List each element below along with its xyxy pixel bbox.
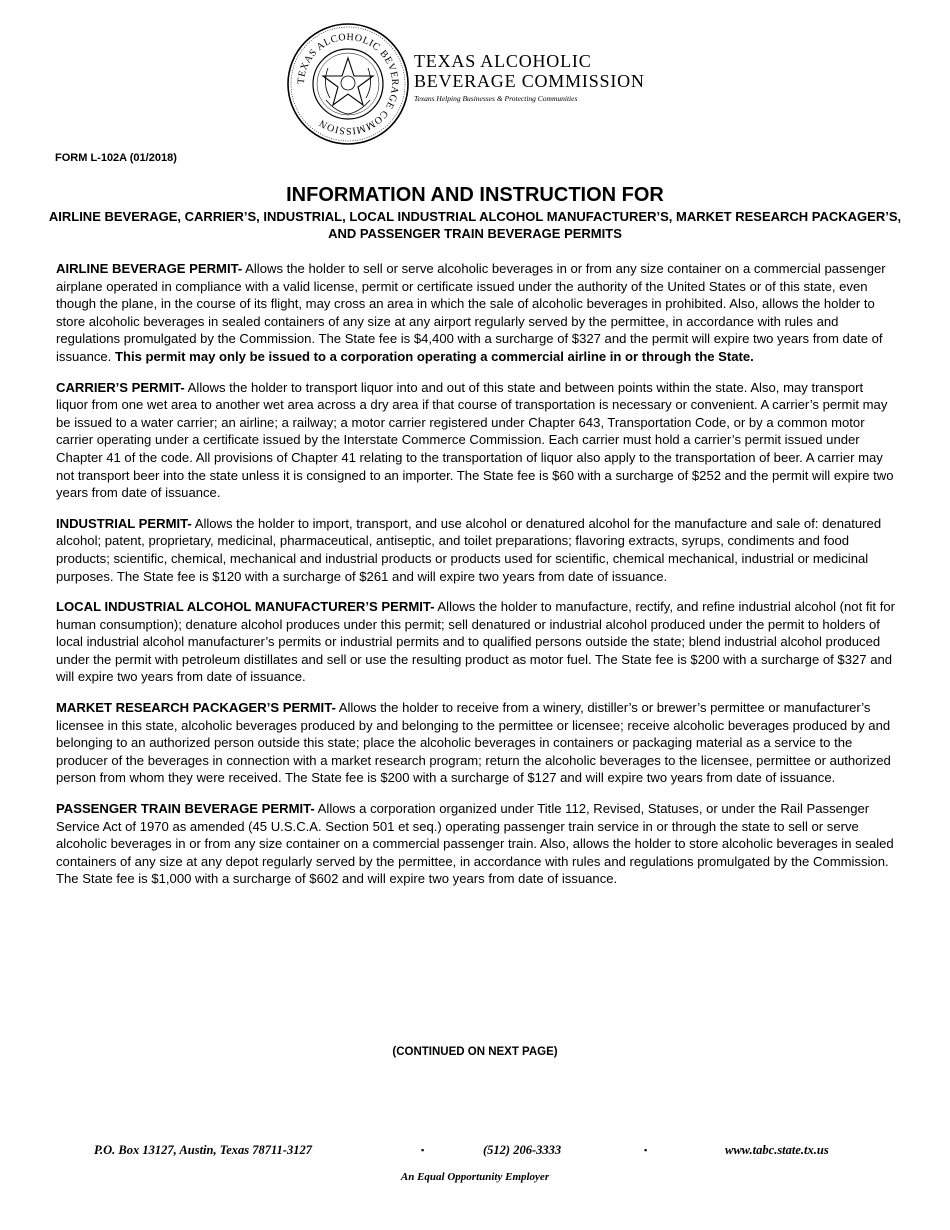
section-carriers-permit <box>56 379 896 502</box>
footer-separator-icon: ▪ <box>644 1145 648 1155</box>
permit-sections <box>56 260 896 901</box>
section-heading: CARRIER’S PERMIT- <box>56 379 185 395</box>
section-heading: INDUSTRIAL PERMIT- <box>56 515 192 531</box>
footer-website-link[interactable]: www.tabc.state.tx.us <box>725 1143 829 1157</box>
agency-name-block <box>414 51 645 103</box>
agency-tagline: Texans Helping Businesses & Protecting Communities <box>414 94 578 103</box>
agency-header <box>286 22 645 146</box>
section-industrial-permit <box>56 515 896 585</box>
section-airline-beverage-permit <box>56 260 896 366</box>
section-heading: PASSENGER TRAIN BEVERAGE PERMIT- <box>56 801 315 817</box>
equal-opportunity-statement: An Equal Opportunity Employer <box>400 1171 550 1183</box>
continued-notice: (CONTINUED ON NEXT PAGE) <box>392 1046 558 1058</box>
section-market-research-packager-permit <box>56 699 896 787</box>
section-passenger-train-beverage-permit <box>56 800 896 888</box>
svg-text:TEXAS ALCOHOLIC BEVERAGE COMMI: TEXAS ALCOHOLIC BEVERAGE COMMISSION <box>295 31 401 137</box>
agency-name-line-2: BEVERAGE COMMISSION <box>414 71 645 91</box>
section-heading: LOCAL INDUSTRIAL ALCOHOL MANUFACTURER’S PERMIT- <box>56 599 435 615</box>
document-subtitle: AIRLINE BEVERAGE, CARRIER’S, INDUSTRIAL, LOCAL INDUSTRIAL ALCOHOL MANUFACTURER’S, MARKET RESEARCH PACKAGER’S, AND PASSENGER TRAIN BEVERAGE PERMITS <box>48 209 902 241</box>
section-heading: MARKET RESEARCH PACKAGER’S PERMIT- <box>56 700 336 716</box>
section-bold-note: This permit may only be issued to a corporation operating a commercial airline in or through the State. <box>114 348 754 364</box>
form-number: FORM L-102A (01/2018) <box>55 152 177 164</box>
document-title: INFORMATION AND INSTRUCTION FOR <box>286 184 664 206</box>
section-local-industrial-alcohol-permit <box>56 598 896 686</box>
section-text: Allows the holder to sell or serve alcoholic beverages in or from any size container on a commercial passenger airplane operated in compliance with a valid license, permit or certificate issued under the authority of the United States or of this state, even though the plane, in the course of its flight, may cross an area in which the sale of alcoholic beverages in prohibited. Also, allows the holder to store alcoholic beverages in sealed containers of any size at any airport regularly served by the permittee, in accordance with rules and regulations promulgated by the Commission. The State fee is $4,400 with a surcharge of $327 and the permit will expire two years from date of issuance. <box>56 261 886 364</box>
footer-separator-icon: ▪ <box>421 1145 425 1155</box>
footer-address: P.O. Box 13127, Austin, Texas 78711-3127 <box>94 1143 312 1157</box>
section-text: Allows the holder to manufacture, rectify, and refine industrial alcohol (not fit for human consumption); denature alcohol produces under this permit; sell denatured or industrial alcohol produced under the permit to holders of local industrial alcohol manufacturer’s permits or industrial permits and to qualified persons outside the state; blend industrial alcohol produced under the permit with petroleum distillates and sell or use the resulting product as motor fuel. The State fee is $200 with a surcharge of $327 and will expire two years from date of issuance. <box>56 599 895 685</box>
section-text: Allows the holder to transport liquor into and out of this state and between points within the state. Also, may transport liquor from one wet area to another wet area across a dry area if that course of transportation is necessary or convenient. A carrier’s permit may be issued to a water carrier; an airline; a railway; a motor carrier registered under Chapter 643, Transportation Code, or by a common motor carrier operating under a certificate issued by the Interstate Commerce Commission. Each carrier must hold a carrier’s permit issued under Chapter 41 of the code. All provisions of Chapter 41 relating to the transportation of liquor also apply to the transportation of beer. A carrier may not transport beer into the state unless it is consigned to an importer. The State fee is $60 with a surcharge of $252 and the permit will expire two years from date of issuance. <box>56 379 894 501</box>
section-heading: AIRLINE BEVERAGE PERMIT- <box>56 261 243 276</box>
footer-phone: (512) 206-3333 <box>483 1143 562 1157</box>
section-text: Allows the holder to import, transport, and use alcohol or denatured alcohol for the manufacture and sale of: denatured alcohol; patent, proprietary, medicinal, pharmaceutical, antiseptic, and toilet preparations; flavoring extracts, syrups, condiments and food products; scientific, chemical, mechanical and industrial products or products used for scientific, chemical mechanical, industrial or medicinal purposes. The State fee is $120 with a surcharge of $261 and will expire two years from date of issuance. <box>56 515 882 584</box>
section-text: Allows a corporation organized under Title 112, Revised, Statuses, or under the Rail Passenger Service Act of 1970 as amended (45 U.S.C.A. Section 501 et seq.) operating passenger train service in or through the state to sell or serve alcoholic beverages in or from any size container on a commercial passenger train. Also, allows the holder to store alcoholic beverages in sealed containers of any size at any depot regularly served by the permittee, in accordance with rules and regulations promulgated by the Commission. The State fee is $1,000 with a surcharge of $602 and will expire two years from date of issuance. <box>56 801 894 887</box>
commission-seal-icon <box>286 22 410 146</box>
agency-name-line-1: TEXAS ALCOHOLIC <box>414 51 592 71</box>
section-text: Allows the holder to receive from a winery, distiller’s or brewer’s permittee or manufacturer’s licensee in this state, alcoholic beverages produced by and belonging to the permittee or licensee; receive alcoholic beverages produced by and belonging to an authorized person outside this state; place the alcoholic beverages in containers or packaging material as a service to the producer of the beverages in connection with a market research program; return the alcoholic beverages to the licensee, permittee or authorized person from whom they were received. The State fee is $200 with a surcharge of $127 and will expire two years from date of issuance. <box>56 700 891 786</box>
